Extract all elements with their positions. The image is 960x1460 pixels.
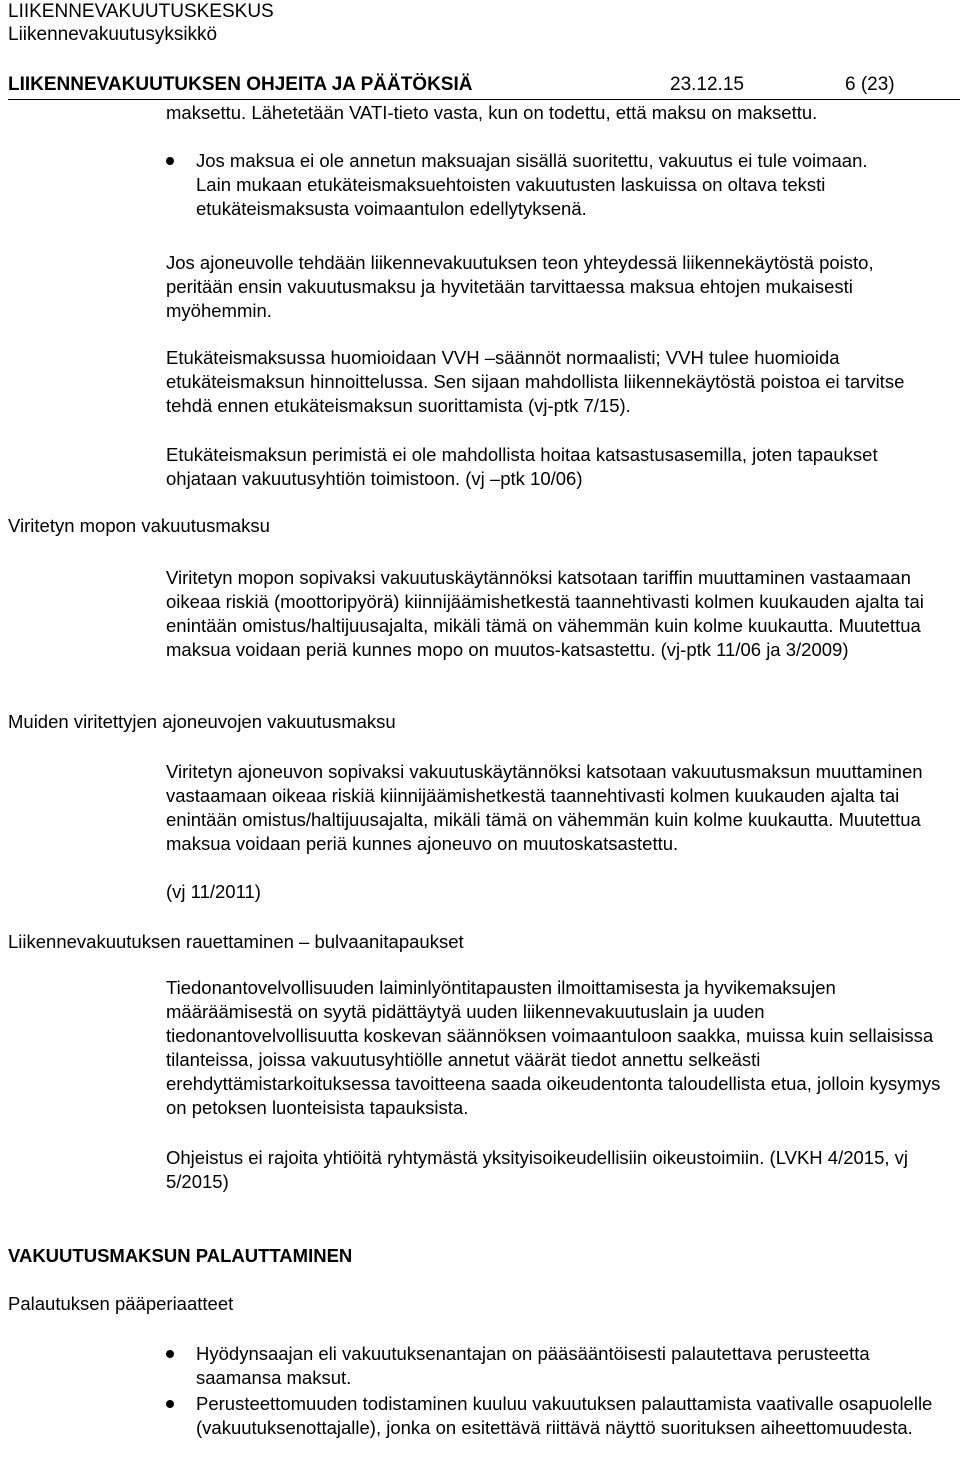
section-heading-refund: VAKUUTUSMAKSUN PALAUTTAMINEN — [8, 1245, 353, 1266]
list-item — [166, 149, 886, 221]
organization-name: LIIKENNEVAKUUTUSKESKUS — [8, 1, 274, 22]
bullet-icon — [166, 157, 174, 165]
reference-other-vehicles: (vj 11/2011) — [166, 881, 261, 902]
document-date: 23.12.15 — [670, 74, 744, 95]
list-item — [166, 1342, 956, 1390]
paragraph-other-vehicles: Viritetyn ajoneuvon sopivaksi vakuutuskäytännöksi katsotaan vakuutusmaksun muuttaminen vastaamaan oikeaa riskiä kiinnijäämishetkestä taannehtivasti kolmen kuukauden ajalta tai enintään omistus/haltijuusajalta, mikäli tämä on vähemmän kuin kolme kuukautta. Muutettua maksua voidaan periä kunnes ajoneuvo on muutoskatsastettu. — [166, 761, 923, 854]
paragraph-tuned-moped: Viritetyn mopon sopivaksi vakuutuskäytännöksi katsotaan tariffin muuttaminen vastaamaan oikeaa riskiä (moottoripyörä) kiinnijäämishetkestä taannehtivasti kolmen kuukauden ajalta tai enintään omistus/haltijuusajalta, mikäli tämä on vähemmän kuin kolme kuukautta. Muutettua maksua voidaan periä kunnes mopo on muutos-katsastettu. (vj-ptk 11/06 ja 3/2009) — [166, 567, 924, 660]
section-heading-tuned-moped: Viritetyn mopon vakuutusmaksu — [8, 515, 270, 536]
paragraph-vvh-rules: Etukäteismaksussa huomioidaan VVH –säännöt normaalisti; VVH tulee huomioida etukäteismaksun hinnoittelussa. Sen sijaan mahdollista liikennekäytöstä poistoa ei tarvitse tehdä ennen etukäteismaksun suorittamista (vj-ptk 7/15). — [166, 347, 905, 416]
paragraph-guidance: Ohjeistus ei rajoita yhtiöitä ryhtymästä yksityisoikeudellisiin oikeustoimiin. (LVKH 4/2015, vj 5/2015) — [166, 1147, 909, 1192]
bullet-text: Perusteettomuuden todistaminen kuuluu vakuutuksen palauttamista vaativalle osapuolelle (vakuutuksenottajalle), jonka on esitettävä riittävä näyttö suorituksen aiheettomuudesta. — [196, 1393, 933, 1438]
document-title: LIIKENNEVAKUUTUKSEN OHJEITA JA PÄÄTÖKSIÄ — [8, 74, 473, 95]
list-item — [166, 1392, 956, 1440]
unit-name: Liikennevakuutusyksikkö — [8, 24, 218, 45]
bullet-icon — [166, 1350, 174, 1358]
paragraph-traffic-removal: Jos ajoneuvolle tehdään liikennevakuutuksen teon yhteydessä liikennekäytöstä poisto, peritään ensin vakuutusmaksu ja hyvitetään tarvittaessa maksua ehtojen mukaisesti myöhemmin. — [166, 252, 874, 321]
bullet-text: Jos maksua ei ole annetun maksuajan sisällä suoritettu, vakuutus ei tule voimaan. Lain mukaan etukäteismaksuehtoisten vakuutusten laskuissa on oltava teksti etukäteismaksusta voimaantulon edellytyksenä. — [196, 150, 868, 219]
bullet-text: Hyödynsaajan eli vakuutuksenantajan on pääsääntöisesti palautettava perusteetta saamansa maksut. — [196, 1343, 870, 1388]
page-number: 6 (23) — [845, 74, 895, 95]
subheading-refund-principles: Palautuksen pääperiaatteet — [8, 1293, 234, 1314]
section-heading-other-vehicles: Muiden viritettyjen ajoneuvojen vakuutusmaksu — [8, 711, 396, 732]
paragraph-inspection-stations: Etukäteismaksun perimistä ei ole mahdollista hoitaa katsastusasemilla, joten tapaukset ohjataan vakuutusyhtiön toimistoon. (vj –ptk 10/06) — [166, 444, 878, 489]
header-divider — [8, 99, 960, 100]
paragraph-cancellation: Tiedonantovelvollisuuden laiminlyöntitapausten ilmoittamisesta ja hyvikemaksujen määräämisestä on syytä pidättäytyä uuden liikennevakuutuslain ja uuden tiedonantovelvollisuutta koskevan säännöksen voimaantuloon saakka, muissa kuin sellaisissa tilanteissa, joissa vakuutusyhtiölle annetut väärät tiedot annettu selkeästi erehdyttämistarkoituksessa tavoitteena saada oikeudentonta taloudellista etua, jolloin kysymys on petoksen luonteisista tapauksista. — [166, 977, 941, 1118]
refund-bullet-list — [166, 1342, 956, 1440]
bullet-icon — [166, 1400, 174, 1408]
continuation-text: maksettu. Lähetetään VATI-tieto vasta, kun on todettu, että maksu on maksettu. — [166, 102, 818, 123]
top-bullet-list — [166, 149, 886, 221]
section-heading-cancellation: Liikennevakuutuksen rauettaminen – bulvaanitapaukset — [8, 931, 464, 952]
